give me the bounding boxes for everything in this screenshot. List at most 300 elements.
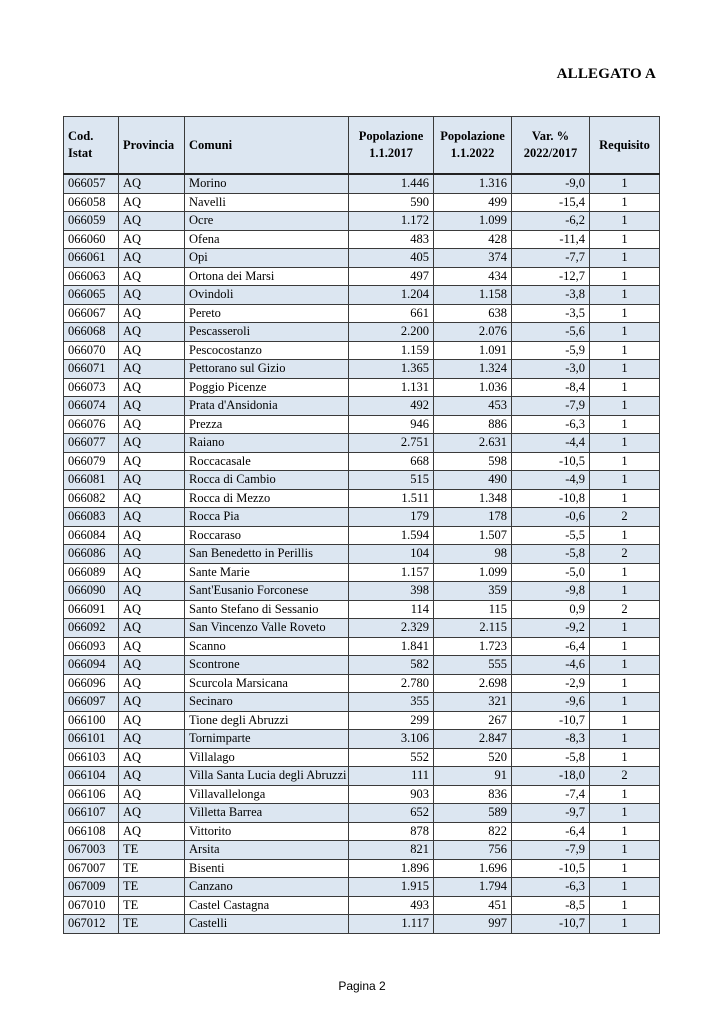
cell-variazione: -10,5 [512, 452, 590, 471]
cell-cod-istat: 066090 [64, 582, 119, 601]
cell-popolazione-2022: 555 [434, 656, 512, 675]
cell-popolazione-2022: 1.696 [434, 859, 512, 878]
cell-popolazione-2017: 1.841 [349, 637, 434, 656]
table-row [64, 878, 660, 897]
cell-cod-istat: 066063 [64, 267, 119, 286]
cell-requisito: 1 [590, 748, 660, 767]
cell-popolazione-2017: 405 [349, 249, 434, 268]
table-body [64, 174, 660, 933]
cell-popolazione-2022: 1.794 [434, 878, 512, 897]
table-row [64, 693, 660, 712]
cell-comune: Raiano [185, 434, 349, 453]
cell-variazione: -5,5 [512, 526, 590, 545]
cell-comune: Pereto [185, 304, 349, 323]
cell-cod-istat: 067010 [64, 896, 119, 915]
cell-requisito: 1 [590, 582, 660, 601]
cell-comune: Santo Stefano di Sessanio [185, 600, 349, 619]
cell-requisito: 1 [590, 785, 660, 804]
col-header-cod-istat: Cod. Istat [64, 117, 119, 175]
cell-cod-istat: 066076 [64, 415, 119, 434]
cell-popolazione-2017: 398 [349, 582, 434, 601]
cell-variazione: -7,4 [512, 785, 590, 804]
cell-provincia: AQ [119, 249, 185, 268]
cell-requisito: 1 [590, 563, 660, 582]
cell-variazione: -8,5 [512, 896, 590, 915]
cell-requisito: 1 [590, 323, 660, 342]
cell-comune: Sante Marie [185, 563, 349, 582]
cell-requisito: 1 [590, 804, 660, 823]
cell-cod-istat: 066065 [64, 286, 119, 305]
cell-provincia: AQ [119, 785, 185, 804]
cell-variazione: -10,8 [512, 489, 590, 508]
cell-requisito: 1 [590, 637, 660, 656]
cell-provincia: AQ [119, 619, 185, 638]
cell-requisito: 1 [590, 859, 660, 878]
cell-popolazione-2022: 1.723 [434, 637, 512, 656]
cell-comune: Roccaraso [185, 526, 349, 545]
cell-provincia: AQ [119, 415, 185, 434]
cell-popolazione-2017: 661 [349, 304, 434, 323]
cell-comune: Rocca di Mezzo [185, 489, 349, 508]
cell-popolazione-2017: 1.157 [349, 563, 434, 582]
cell-requisito: 1 [590, 841, 660, 860]
cell-popolazione-2022: 115 [434, 600, 512, 619]
table-row [64, 637, 660, 656]
cell-popolazione-2017: 3.106 [349, 730, 434, 749]
cell-cod-istat: 066092 [64, 619, 119, 638]
cell-variazione: -10,7 [512, 915, 590, 934]
cell-comune: Sant'Eusanio Forconese [185, 582, 349, 601]
cell-variazione: -3,0 [512, 360, 590, 379]
cell-popolazione-2017: 2.780 [349, 674, 434, 693]
cell-comune: Poggio Picenze [185, 378, 349, 397]
cell-variazione: -10,7 [512, 711, 590, 730]
cell-cod-istat: 066104 [64, 767, 119, 786]
table-row [64, 360, 660, 379]
cell-popolazione-2022: 1.316 [434, 174, 512, 193]
cell-comune: Prezza [185, 415, 349, 434]
table-row [64, 915, 660, 934]
cell-variazione: -9,0 [512, 174, 590, 193]
table-row [64, 341, 660, 360]
cell-cod-istat: 067007 [64, 859, 119, 878]
cell-popolazione-2022: 2.698 [434, 674, 512, 693]
cell-variazione: -10,5 [512, 859, 590, 878]
cell-provincia: AQ [119, 397, 185, 416]
cell-variazione: -9,8 [512, 582, 590, 601]
cell-requisito: 1 [590, 656, 660, 675]
cell-popolazione-2022: 1.348 [434, 489, 512, 508]
table-row [64, 896, 660, 915]
cell-variazione: -18,0 [512, 767, 590, 786]
cell-comune: Ofena [185, 230, 349, 249]
cell-variazione: -6,4 [512, 822, 590, 841]
cell-requisito: 1 [590, 452, 660, 471]
cell-variazione: -8,3 [512, 730, 590, 749]
cell-comune: Prata d'Ansidonia [185, 397, 349, 416]
table-header-row [64, 117, 660, 175]
cell-variazione: -9,2 [512, 619, 590, 638]
cell-popolazione-2022: 1.099 [434, 212, 512, 231]
cell-popolazione-2017: 515 [349, 471, 434, 490]
cell-cod-istat: 066101 [64, 730, 119, 749]
table-row [64, 230, 660, 249]
col-header-popolazione-2017: Popolazione 1.1.2017 [349, 117, 434, 175]
table-row [64, 841, 660, 860]
table-row [64, 748, 660, 767]
cell-variazione: 0,9 [512, 600, 590, 619]
cell-popolazione-2017: 1.915 [349, 878, 434, 897]
cell-popolazione-2022: 2.847 [434, 730, 512, 749]
cell-variazione: -3,8 [512, 286, 590, 305]
cell-requisito: 2 [590, 600, 660, 619]
cell-cod-istat: 066057 [64, 174, 119, 193]
cell-popolazione-2017: 552 [349, 748, 434, 767]
cell-comune: Ovindoli [185, 286, 349, 305]
cell-provincia: AQ [119, 526, 185, 545]
cell-requisito: 1 [590, 174, 660, 193]
cell-variazione: -7,9 [512, 397, 590, 416]
cell-popolazione-2017: 2.329 [349, 619, 434, 638]
cell-requisito: 1 [590, 896, 660, 915]
cell-provincia: AQ [119, 508, 185, 527]
cell-provincia: AQ [119, 341, 185, 360]
cell-popolazione-2017: 483 [349, 230, 434, 249]
table-row [64, 711, 660, 730]
cell-popolazione-2017: 2.200 [349, 323, 434, 342]
cell-variazione: -5,8 [512, 545, 590, 564]
cell-comune: Secinaro [185, 693, 349, 712]
cell-requisito: 1 [590, 360, 660, 379]
cell-comune: Castel Castagna [185, 896, 349, 915]
cell-cod-istat: 067012 [64, 915, 119, 934]
cell-comune: Scurcola Marsicana [185, 674, 349, 693]
cell-comune: Ortona dei Marsi [185, 267, 349, 286]
table-row [64, 804, 660, 823]
cell-variazione: -4,4 [512, 434, 590, 453]
cell-popolazione-2022: 886 [434, 415, 512, 434]
cell-variazione: -6,4 [512, 637, 590, 656]
table-row [64, 600, 660, 619]
col-header-provincia: Provincia [119, 117, 185, 175]
cell-comune: Rocca Pia [185, 508, 349, 527]
table-row [64, 267, 660, 286]
cell-popolazione-2017: 1.131 [349, 378, 434, 397]
cell-variazione: -5,6 [512, 323, 590, 342]
comuni-table [63, 116, 660, 934]
cell-popolazione-2017: 1.159 [349, 341, 434, 360]
cell-comune: Arsita [185, 841, 349, 860]
table-row [64, 304, 660, 323]
table-row [64, 174, 660, 193]
cell-popolazione-2017: 355 [349, 693, 434, 712]
table-row [64, 656, 660, 675]
cell-popolazione-2017: 668 [349, 452, 434, 471]
cell-variazione: -3,5 [512, 304, 590, 323]
cell-provincia: AQ [119, 711, 185, 730]
cell-cod-istat: 066103 [64, 748, 119, 767]
cell-requisito: 1 [590, 286, 660, 305]
cell-requisito: 1 [590, 619, 660, 638]
cell-popolazione-2017: 1.365 [349, 360, 434, 379]
cell-requisito: 1 [590, 193, 660, 212]
cell-variazione: -6,2 [512, 212, 590, 231]
cell-popolazione-2022: 359 [434, 582, 512, 601]
cell-provincia: AQ [119, 471, 185, 490]
table-row [64, 434, 660, 453]
cell-variazione: -8,4 [512, 378, 590, 397]
cell-provincia: AQ [119, 582, 185, 601]
cell-popolazione-2022: 321 [434, 693, 512, 712]
cell-popolazione-2022: 2.631 [434, 434, 512, 453]
cell-variazione: -11,4 [512, 230, 590, 249]
cell-cod-istat: 066071 [64, 360, 119, 379]
cell-requisito: 1 [590, 304, 660, 323]
table-row [64, 193, 660, 212]
cell-comune: Tornimparte [185, 730, 349, 749]
cell-provincia: AQ [119, 748, 185, 767]
table-row [64, 415, 660, 434]
cell-variazione: -9,7 [512, 804, 590, 823]
cell-provincia: AQ [119, 212, 185, 231]
cell-popolazione-2017: 2.751 [349, 434, 434, 453]
cell-requisito: 2 [590, 545, 660, 564]
cell-requisito: 1 [590, 267, 660, 286]
cell-comune: Vittorito [185, 822, 349, 841]
cell-requisito: 1 [590, 674, 660, 693]
cell-popolazione-2017: 903 [349, 785, 434, 804]
cell-provincia: AQ [119, 174, 185, 193]
cell-popolazione-2017: 493 [349, 896, 434, 915]
cell-popolazione-2017: 1.896 [349, 859, 434, 878]
cell-variazione: -4,9 [512, 471, 590, 490]
cell-cod-istat: 066100 [64, 711, 119, 730]
cell-cod-istat: 066084 [64, 526, 119, 545]
table-row [64, 730, 660, 749]
cell-popolazione-2017: 497 [349, 267, 434, 286]
cell-popolazione-2022: 997 [434, 915, 512, 934]
table-row [64, 563, 660, 582]
cell-popolazione-2017: 590 [349, 193, 434, 212]
cell-provincia: AQ [119, 730, 185, 749]
cell-provincia: TE [119, 859, 185, 878]
cell-requisito: 1 [590, 878, 660, 897]
cell-popolazione-2017: 821 [349, 841, 434, 860]
cell-requisito: 1 [590, 711, 660, 730]
cell-cod-istat: 066083 [64, 508, 119, 527]
table-row [64, 471, 660, 490]
cell-requisito: 1 [590, 526, 660, 545]
cell-popolazione-2022: 2.076 [434, 323, 512, 342]
cell-popolazione-2022: 2.115 [434, 619, 512, 638]
cell-cod-istat: 066060 [64, 230, 119, 249]
cell-variazione: -4,6 [512, 656, 590, 675]
cell-cod-istat: 067003 [64, 841, 119, 860]
cell-popolazione-2022: 178 [434, 508, 512, 527]
cell-requisito: 1 [590, 415, 660, 434]
cell-requisito: 1 [590, 730, 660, 749]
table-row [64, 323, 660, 342]
cell-provincia: AQ [119, 452, 185, 471]
cell-requisito: 2 [590, 508, 660, 527]
cell-popolazione-2022: 453 [434, 397, 512, 416]
cell-provincia: AQ [119, 267, 185, 286]
cell-popolazione-2017: 1.594 [349, 526, 434, 545]
cell-popolazione-2022: 490 [434, 471, 512, 490]
cell-cod-istat: 066073 [64, 378, 119, 397]
cell-popolazione-2017: 1.446 [349, 174, 434, 193]
col-header-variazione: Var. % 2022/2017 [512, 117, 590, 175]
cell-comune: San Benedetto in Perillis [185, 545, 349, 564]
cell-requisito: 1 [590, 378, 660, 397]
cell-cod-istat: 066107 [64, 804, 119, 823]
cell-provincia: AQ [119, 304, 185, 323]
cell-provincia: AQ [119, 656, 185, 675]
cell-provincia: AQ [119, 434, 185, 453]
cell-popolazione-2017: 111 [349, 767, 434, 786]
cell-provincia: AQ [119, 674, 185, 693]
cell-popolazione-2022: 1.099 [434, 563, 512, 582]
cell-popolazione-2022: 589 [434, 804, 512, 823]
table-row [64, 397, 660, 416]
cell-provincia: AQ [119, 193, 185, 212]
cell-comune: Canzano [185, 878, 349, 897]
cell-cod-istat: 067009 [64, 878, 119, 897]
cell-popolazione-2022: 1.091 [434, 341, 512, 360]
cell-requisito: 1 [590, 212, 660, 231]
cell-provincia: AQ [119, 600, 185, 619]
cell-variazione: -5,0 [512, 563, 590, 582]
cell-popolazione-2022: 598 [434, 452, 512, 471]
cell-comune: Tione degli Abruzzi [185, 711, 349, 730]
cell-popolazione-2022: 836 [434, 785, 512, 804]
cell-popolazione-2022: 91 [434, 767, 512, 786]
cell-cod-istat: 066094 [64, 656, 119, 675]
cell-popolazione-2017: 1.117 [349, 915, 434, 934]
table-row [64, 785, 660, 804]
cell-comune: Pescocostanzo [185, 341, 349, 360]
cell-provincia: AQ [119, 767, 185, 786]
table-row [64, 674, 660, 693]
cell-comune: Ocre [185, 212, 349, 231]
cell-provincia: AQ [119, 804, 185, 823]
cell-cod-istat: 066108 [64, 822, 119, 841]
cell-variazione: -9,6 [512, 693, 590, 712]
cell-provincia: AQ [119, 230, 185, 249]
cell-provincia: AQ [119, 693, 185, 712]
cell-comune: Villavallelonga [185, 785, 349, 804]
table-row [64, 619, 660, 638]
cell-requisito: 1 [590, 341, 660, 360]
cell-popolazione-2022: 1.036 [434, 378, 512, 397]
cell-provincia: TE [119, 878, 185, 897]
cell-popolazione-2022: 822 [434, 822, 512, 841]
table-row [64, 286, 660, 305]
cell-popolazione-2022: 756 [434, 841, 512, 860]
cell-variazione: -12,7 [512, 267, 590, 286]
cell-popolazione-2022: 434 [434, 267, 512, 286]
cell-popolazione-2022: 499 [434, 193, 512, 212]
cell-cod-istat: 066097 [64, 693, 119, 712]
cell-variazione: -6,3 [512, 878, 590, 897]
col-header-popolazione-2022: Popolazione 1.1.2022 [434, 117, 512, 175]
cell-popolazione-2022: 374 [434, 249, 512, 268]
cell-cod-istat: 066067 [64, 304, 119, 323]
cell-requisito: 1 [590, 693, 660, 712]
cell-requisito: 2 [590, 767, 660, 786]
cell-provincia: AQ [119, 286, 185, 305]
cell-provincia: TE [119, 915, 185, 934]
cell-comune: Morino [185, 174, 349, 193]
cell-popolazione-2017: 299 [349, 711, 434, 730]
document-title: ALLEGATO A [556, 66, 656, 82]
table-row [64, 212, 660, 231]
cell-popolazione-2022: 520 [434, 748, 512, 767]
cell-provincia: AQ [119, 545, 185, 564]
cell-requisito: 1 [590, 822, 660, 841]
cell-popolazione-2017: 946 [349, 415, 434, 434]
cell-popolazione-2017: 179 [349, 508, 434, 527]
cell-variazione: -7,9 [512, 841, 590, 860]
cell-provincia: AQ [119, 637, 185, 656]
cell-popolazione-2017: 114 [349, 600, 434, 619]
cell-cod-istat: 066106 [64, 785, 119, 804]
cell-variazione: -5,9 [512, 341, 590, 360]
table-row [64, 767, 660, 786]
cell-provincia: TE [119, 841, 185, 860]
cell-cod-istat: 066086 [64, 545, 119, 564]
cell-cod-istat: 066070 [64, 341, 119, 360]
cell-requisito: 1 [590, 397, 660, 416]
table-row [64, 378, 660, 397]
cell-popolazione-2017: 652 [349, 804, 434, 823]
cell-cod-istat: 066074 [64, 397, 119, 416]
cell-comune: Scanno [185, 637, 349, 656]
cell-popolazione-2017: 582 [349, 656, 434, 675]
table-row [64, 822, 660, 841]
cell-popolazione-2022: 98 [434, 545, 512, 564]
cell-cod-istat: 066091 [64, 600, 119, 619]
cell-cod-istat: 066079 [64, 452, 119, 471]
table-row [64, 508, 660, 527]
cell-popolazione-2022: 1.507 [434, 526, 512, 545]
col-header-requisito: Requisito [590, 117, 660, 175]
cell-cod-istat: 066068 [64, 323, 119, 342]
cell-requisito: 1 [590, 915, 660, 934]
cell-provincia: AQ [119, 360, 185, 379]
cell-provincia: AQ [119, 378, 185, 397]
cell-requisito: 1 [590, 489, 660, 508]
cell-cod-istat: 066081 [64, 471, 119, 490]
cell-cod-istat: 066077 [64, 434, 119, 453]
cell-provincia: AQ [119, 822, 185, 841]
cell-comune: Pescasseroli [185, 323, 349, 342]
cell-comune: Opi [185, 249, 349, 268]
page-number: Pagina 2 [338, 979, 386, 993]
cell-comune: Pettorano sul Gizio [185, 360, 349, 379]
cell-variazione: -7,7 [512, 249, 590, 268]
cell-provincia: TE [119, 896, 185, 915]
cell-cod-istat: 066061 [64, 249, 119, 268]
cell-cod-istat: 066082 [64, 489, 119, 508]
cell-popolazione-2022: 1.158 [434, 286, 512, 305]
cell-popolazione-2017: 1.511 [349, 489, 434, 508]
cell-comune: Castelli [185, 915, 349, 934]
cell-requisito: 1 [590, 230, 660, 249]
col-header-comuni: Comuni [185, 117, 349, 175]
cell-popolazione-2017: 878 [349, 822, 434, 841]
cell-cod-istat: 066058 [64, 193, 119, 212]
